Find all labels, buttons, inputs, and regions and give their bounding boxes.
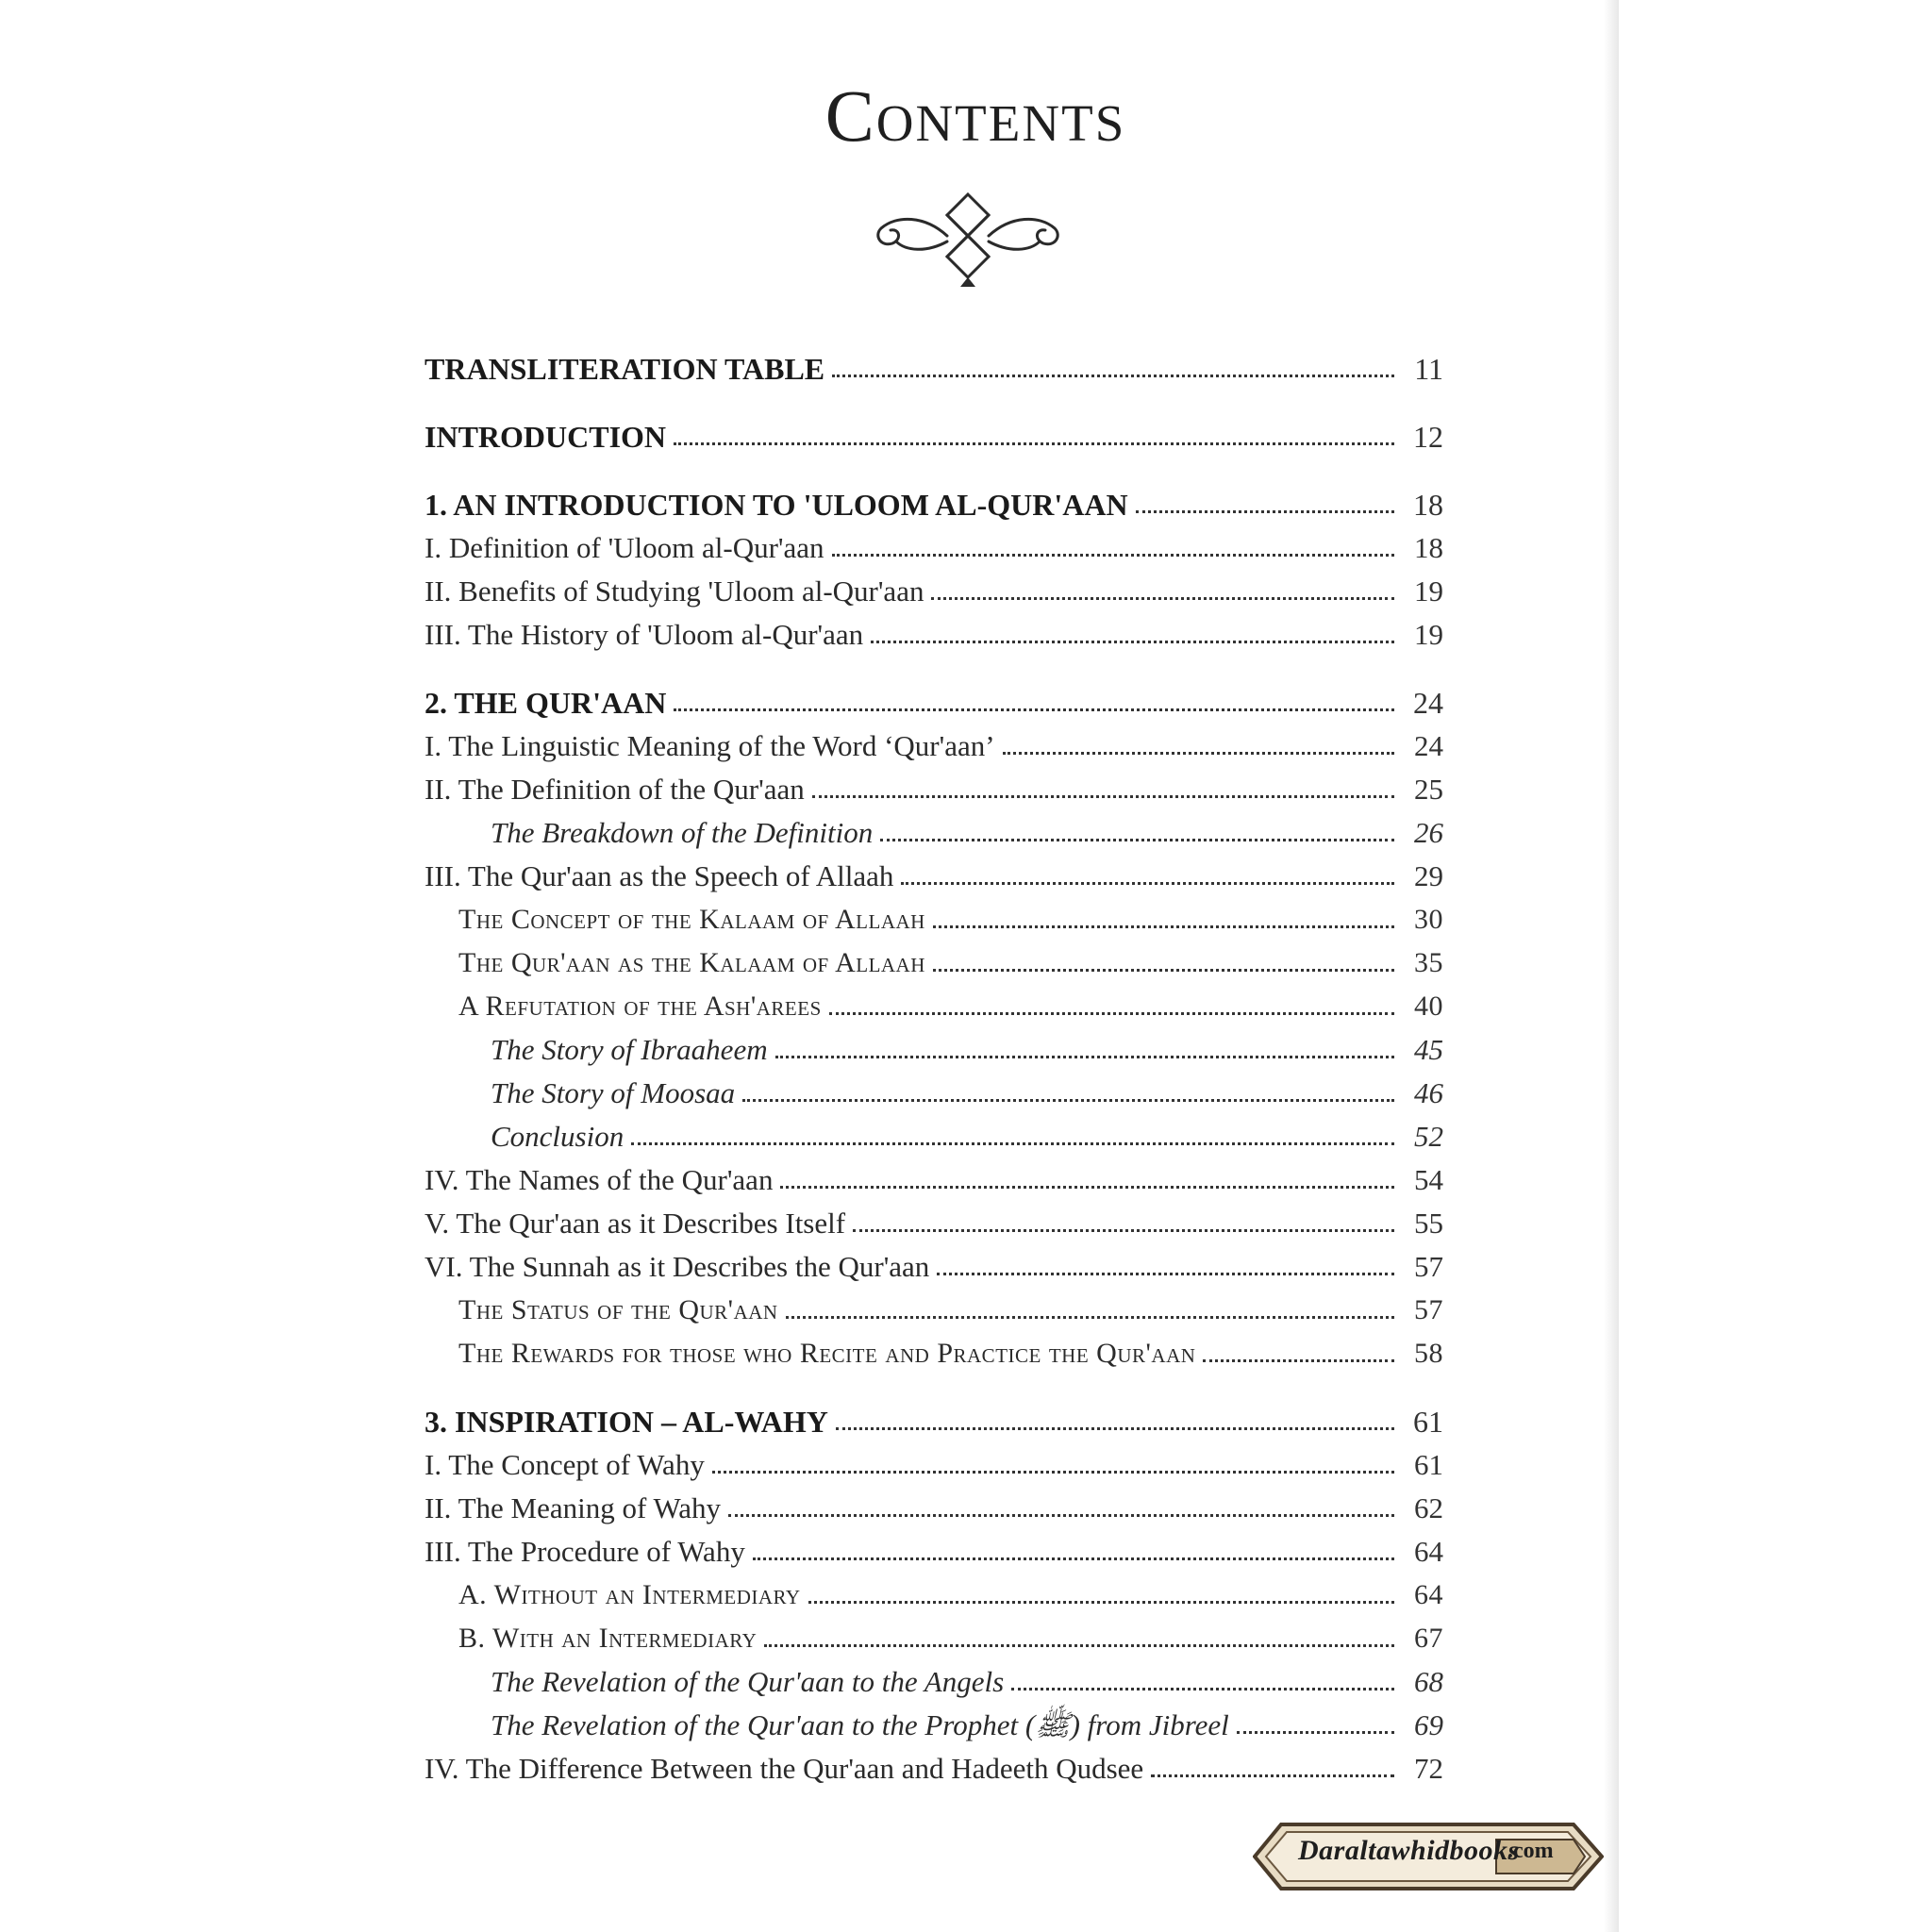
dot-leader <box>712 1471 1394 1474</box>
page-title: Contents <box>824 75 1126 157</box>
dot-leader <box>742 1099 1394 1102</box>
toc-entry-label: I. The Concept of Wahy <box>425 1448 705 1481</box>
toc-entry <box>425 1072 1443 1115</box>
toc-entry-page: 54 <box>1414 1163 1443 1196</box>
toc-entry <box>425 941 1443 985</box>
toc-entry <box>425 855 1443 898</box>
toc-entry <box>425 1443 1443 1487</box>
toc-entry <box>425 1487 1443 1530</box>
dot-leader <box>674 442 1394 445</box>
toc-entry <box>425 724 1443 768</box>
toc-entry-page: 35 <box>1414 947 1443 978</box>
dot-leader <box>1151 1774 1394 1777</box>
toc-entry-label: The Status of the Qur'aan <box>458 1294 778 1325</box>
toc-entry-label: B. With an Intermediary <box>458 1623 758 1654</box>
toc-entry <box>425 483 1443 526</box>
toc-entry-label: The Qur'aan as the Kalaam of Allaah <box>458 947 925 978</box>
dot-leader <box>780 1186 1394 1189</box>
toc-entry-page: 12 <box>1413 420 1443 454</box>
dot-leader <box>753 1557 1394 1560</box>
dot-leader <box>933 925 1394 928</box>
toc-entry-label: The Breakdown of the Definition <box>491 816 874 849</box>
toc-entry <box>425 415 1443 458</box>
toc-entry-label: A Refutation of the Ash'arees <box>458 991 822 1022</box>
toc-entry-page: 19 <box>1414 575 1443 608</box>
toc-entry-page: 40 <box>1414 991 1443 1022</box>
toc-entry <box>425 1400 1443 1443</box>
toc-entry-page: 64 <box>1414 1579 1443 1610</box>
toc-entry-page: 26 <box>1414 816 1443 849</box>
toc-entry-label: VI. The Sunnah as it Describes the Qur'aan <box>425 1250 930 1283</box>
toc-entry <box>425 1574 1443 1617</box>
toc-entry-label: II. The Meaning of Wahy <box>425 1491 722 1524</box>
dot-leader <box>853 1229 1394 1232</box>
toc-entry <box>425 526 1443 570</box>
toc-entry <box>425 1332 1443 1375</box>
toc-entry-page: 72 <box>1414 1752 1443 1785</box>
toc-entry-page: 64 <box>1414 1535 1443 1568</box>
toc-entry <box>425 1202 1443 1245</box>
dot-leader <box>901 882 1394 885</box>
toc-entry-page: 61 <box>1414 1448 1443 1481</box>
toc-entry-label: III. The Procedure of Wahy <box>425 1535 745 1568</box>
toc-entry-page: 67 <box>1414 1623 1443 1654</box>
toc-entry <box>425 1289 1443 1332</box>
dot-leader <box>832 554 1394 557</box>
toc-entry-label: 3. INSPIRATION – AL-WAHY <box>425 1405 828 1439</box>
toc-entry-label: II. The Definition of the Qur'aan <box>425 773 805 806</box>
dot-leader <box>808 1601 1394 1604</box>
toc-entry-label: The Concept of the Kalaam of Allaah <box>458 904 925 935</box>
dot-leader <box>631 1142 1394 1145</box>
toc-entry-label: V. The Qur'aan as it Describes Itself <box>425 1207 846 1240</box>
toc-entry-page: 19 <box>1414 618 1443 651</box>
toc-entry-page: 11 <box>1414 352 1443 386</box>
toc-entry <box>425 1747 1443 1790</box>
toc-entry-page: 46 <box>1414 1076 1443 1109</box>
toc-entry <box>425 768 1443 811</box>
calligraphic-flourish-icon <box>868 187 1068 291</box>
toc-entry-page: 29 <box>1414 859 1443 892</box>
dot-leader <box>1136 510 1394 513</box>
dot-leader <box>775 1056 1394 1058</box>
toc-entry-label: II. Benefits of Studying 'Uloom al-Qur'aan <box>425 575 924 608</box>
dot-leader <box>764 1644 1394 1647</box>
toc-entry <box>425 898 1443 941</box>
watermark-suffix: .com <box>1507 1839 1554 1863</box>
dot-leader <box>674 708 1394 711</box>
toc-entry <box>425 613 1443 657</box>
toc-entry-page: 30 <box>1414 904 1443 935</box>
toc-entry-page: 24 <box>1414 729 1443 762</box>
dot-leader <box>1003 752 1394 755</box>
toc-entry-label: The Story of Ibraaheem <box>491 1033 768 1066</box>
toc-entry-page: 61 <box>1413 1405 1443 1439</box>
dot-leader <box>1203 1359 1394 1362</box>
toc-entry-page: 58 <box>1414 1338 1443 1369</box>
toc-entry <box>425 811 1443 855</box>
dot-leader <box>937 1273 1394 1275</box>
toc-entry-label: The Revelation of the Qur'aan to the Angels <box>491 1665 1005 1698</box>
dot-leader <box>836 1427 1394 1430</box>
dot-leader <box>812 795 1394 798</box>
toc-entry <box>425 1660 1443 1704</box>
toc-entry <box>425 570 1443 613</box>
toc-entry <box>425 1245 1443 1289</box>
watermark-name: Daraltawhidbooks <box>1298 1835 1520 1866</box>
dot-leader <box>1237 1731 1394 1734</box>
toc-entry <box>425 1028 1443 1072</box>
toc-entry <box>425 1704 1443 1747</box>
toc-entry-page: 24 <box>1413 686 1443 720</box>
toc-entry-page: 68 <box>1414 1665 1443 1698</box>
toc-entry <box>425 1617 1443 1660</box>
toc-entry <box>425 681 1443 724</box>
page-edge-shadow <box>1604 0 1619 1932</box>
dot-leader <box>880 839 1394 841</box>
toc-entry-page: 18 <box>1414 531 1443 564</box>
toc-entry <box>425 1530 1443 1574</box>
watermark-logo <box>1253 1819 1604 1894</box>
toc-entry-label: The Revelation of the Qur'aan to the Prophet (ﷺ) from Jibreel <box>491 1708 1229 1741</box>
toc-entry-page: 45 <box>1414 1033 1443 1066</box>
toc-entry-label: III. The Qur'aan as the Speech of Allaah <box>425 859 894 892</box>
toc-entry-page: 55 <box>1414 1207 1443 1240</box>
dot-leader <box>931 597 1394 600</box>
toc-entry-page: 25 <box>1414 773 1443 806</box>
toc-entry-label: IV. The Names of the Qur'aan <box>425 1163 774 1196</box>
dot-leader <box>832 375 1394 377</box>
dot-leader <box>728 1514 1394 1517</box>
toc-entry-label: III. The History of 'Uloom al-Qur'aan <box>425 618 864 651</box>
toc-entry-page: 52 <box>1414 1120 1443 1153</box>
toc-entry <box>425 1158 1443 1202</box>
toc-entry-label: I. The Linguistic Meaning of the Word ‘Qur'aan’ <box>425 729 995 762</box>
dot-leader <box>786 1316 1394 1319</box>
toc-entry-label: I. Definition of 'Uloom al-Qur'aan <box>425 531 824 564</box>
toc-entry-label: Conclusion <box>491 1120 625 1153</box>
toc-entry-label: 1. AN INTRODUCTION TO 'ULOOM AL-QUR'AAN <box>425 488 1128 522</box>
toc-entry-label: The Rewards for those who Recite and Practice the Qur'aan <box>458 1338 1196 1369</box>
toc-entry <box>425 985 1443 1028</box>
toc-entry-label: A. Without an Intermediary <box>458 1579 801 1610</box>
dot-leader <box>933 969 1394 972</box>
toc-entry-page: 69 <box>1414 1708 1443 1741</box>
toc-entry-label: The Story of Moosaa <box>491 1076 736 1109</box>
toc-entry-label: INTRODUCTION <box>425 420 667 454</box>
toc-entry-page: 18 <box>1413 488 1443 522</box>
toc-entry-page: 62 <box>1414 1491 1443 1524</box>
toc-entry-label: IV. The Difference Between the Qur'aan and Hadeeth Qudsee <box>425 1752 1144 1785</box>
table-of-contents <box>425 347 1443 1790</box>
toc-entry-label: 2. THE QUR'AAN <box>425 686 667 720</box>
toc-entry-page: 57 <box>1414 1294 1443 1325</box>
dot-leader <box>871 641 1394 643</box>
dot-leader <box>1011 1688 1394 1690</box>
toc-entry-page: 57 <box>1414 1250 1443 1283</box>
toc-entry <box>425 1115 1443 1158</box>
toc-entry <box>425 347 1443 391</box>
dot-leader <box>829 1012 1394 1015</box>
toc-entry-label: TRANSLITERATION TABLE <box>425 352 825 386</box>
